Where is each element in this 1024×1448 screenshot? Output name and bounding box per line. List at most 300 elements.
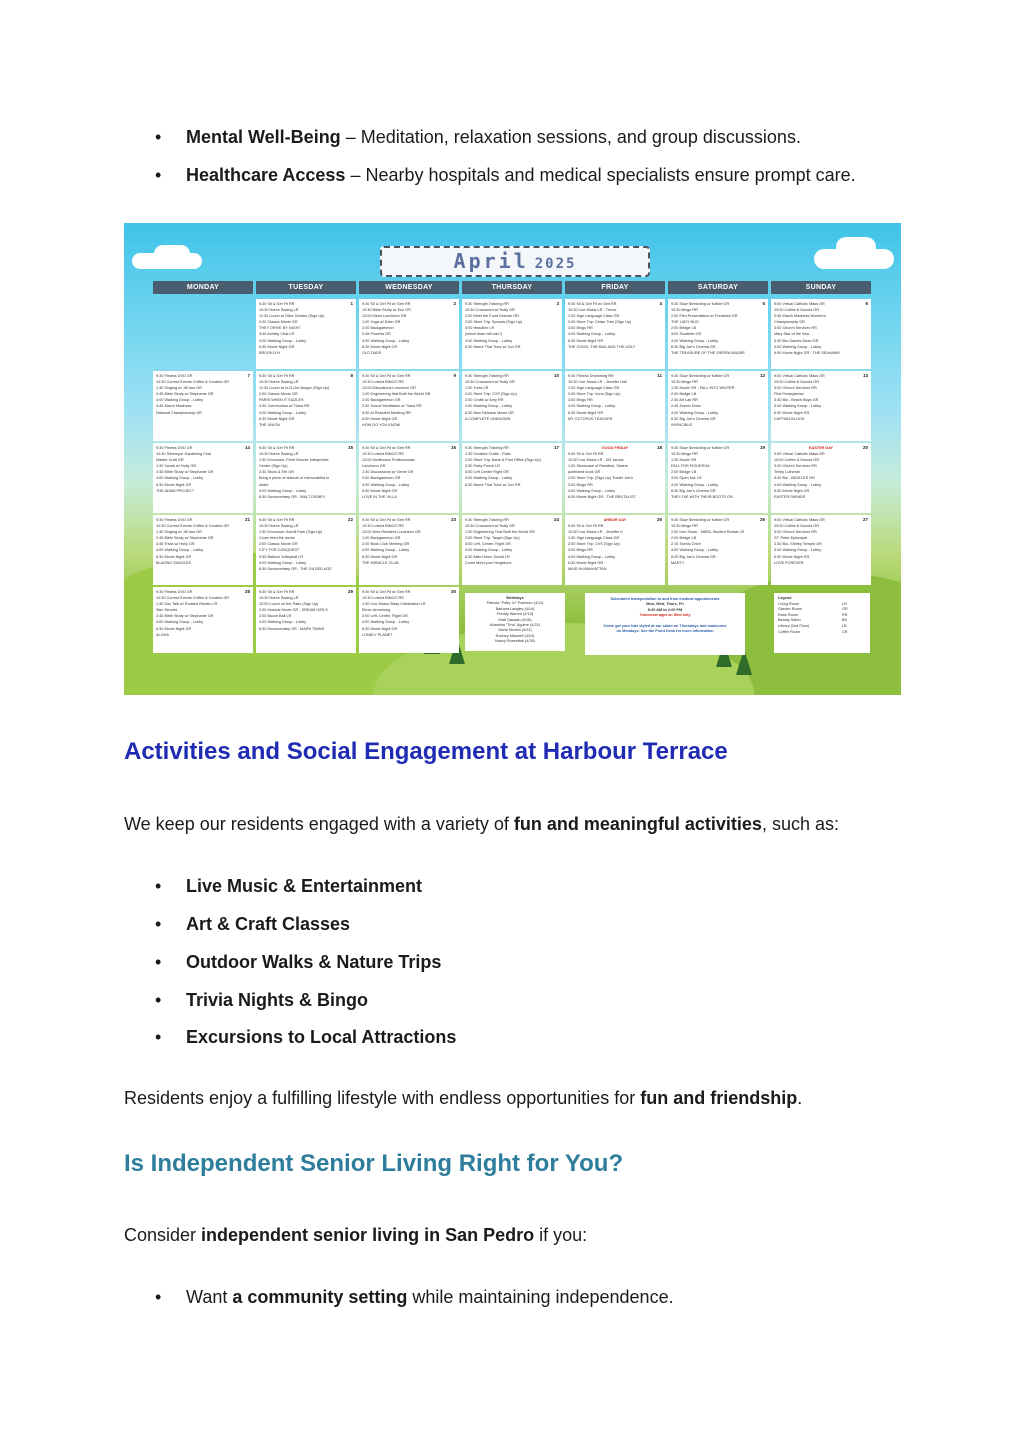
cloud-decoration [836, 237, 876, 257]
event-line: 1:30 Doc Talk w/ Rodded Renato LR [156, 602, 218, 607]
event-line: 3:30 Balloon Volleyball LR [259, 554, 304, 559]
event-line: 6:30 Documentary GR - WALT DISNEY [259, 494, 326, 499]
event-line: 6:30 Movie Night GR - THE SEAHAWK [774, 350, 841, 355]
event-line: 4:00 Walking Group - Lobby [156, 476, 204, 481]
event-line: 3:00 Church Services RR [774, 326, 817, 331]
event-line: 4:00 Walking Group - Lobby [465, 404, 513, 409]
legend-code: LB [842, 623, 847, 628]
list-item-text: – Nearby hospitals and medical specialists ensure prompt care. [345, 165, 856, 185]
event-line: 3:00 Church Services RR [774, 386, 817, 391]
event-line: 3:00 Bingo RR [568, 482, 593, 487]
event-line: 9:30 Sit & Get Fit RR [259, 374, 295, 378]
birthday-entry: Nancy Rosenthal (4/28) [495, 639, 535, 644]
day-number: 27 [862, 517, 868, 522]
legend-place: Coffee Room [778, 629, 801, 634]
event-line: 6:30 Movie Night GR [156, 482, 192, 487]
day-number: 23 [450, 517, 456, 522]
event-line: 3:00 Bingo RR [568, 398, 593, 403]
transport-info-line: 8:30 AM to 2:00 PM [647, 607, 683, 612]
closing-text-end: . [797, 1088, 803, 1108]
event-line: 2:15 Scenic Drive [671, 542, 701, 547]
event-line: FALL FOR FIGUEROA [671, 464, 710, 469]
event-line: 6:30 Movie Night GR [259, 344, 295, 349]
day-number: 13 [862, 373, 868, 378]
event-line: 10:00 Coffee & Donuts GR [774, 458, 820, 463]
event-line: CAPTAIN BLOOD [774, 416, 805, 421]
event-line: Elmer Armstrong [362, 608, 391, 613]
event-line: 10:00 Coffee & Donuts GR [774, 524, 820, 529]
list-item-bold: Live Music & Entertainment [186, 876, 423, 896]
event-line: 9:30 Strength Training RR [465, 302, 509, 306]
birthdays-box [465, 593, 565, 651]
event-line: 4:45 March Madness [156, 404, 192, 409]
event-line: 2:30 Show & Tell GR [259, 470, 294, 475]
event-line: THE GOOD, THE BAD AND THE UGLY [568, 344, 636, 349]
event-line: 3:00 Left Center Right GR [465, 470, 509, 475]
calendar-day-cell [153, 587, 253, 653]
event-line: EASTER PARADE [774, 494, 806, 499]
event-line: 3:30 AI Resident Meeting RR [362, 410, 411, 415]
birthday-entry: Matt Gaudan (4/18) [498, 617, 532, 622]
event-line: 2:45 Bible Study w/ Stephanie GR [156, 614, 214, 619]
calendar-day-cell [668, 299, 768, 369]
calendar-day-cell [256, 587, 356, 653]
event-line: 9:30 Slow Stretching w/ Kathie GR [671, 302, 730, 306]
calendar-day-cell [565, 299, 665, 369]
event-line: Come feed the ducks [259, 536, 295, 541]
day-number: 14 [244, 445, 250, 450]
event-line: 3:00 Bingo RR [568, 326, 593, 331]
closing-text: Residents enjoy a fulfilling lifestyle with endless opportunities for [124, 1088, 641, 1108]
calendar-day-cell [153, 371, 253, 441]
event-line: 10:30 Crossword w/ Holly GR [465, 524, 515, 529]
event-line: 3:00 Bingo RR [568, 548, 593, 553]
event-line: Trinity Lutheran [774, 470, 801, 475]
legend-code: CR [842, 629, 848, 634]
event-line: 10:30 Live Music LR - Jennifer Hall [568, 380, 627, 385]
event-line: 9:30 Sit & Get Fit w/ Geri RR [362, 590, 411, 594]
legend-place: Living Room [778, 601, 800, 606]
event-line: 1:30 Movie GR - FALL INTO WINTER [671, 386, 735, 391]
event-line: 1:30 Engineering that Built the World GR [362, 392, 431, 397]
event-line: 6:30 Movie Night GR [568, 338, 604, 343]
calendar-day-cell [668, 515, 768, 585]
event-line: 9:30 Fitness DVD GR [156, 374, 193, 378]
transport-info-line: on Mondays. See the Front Desk for more information [616, 629, 714, 634]
event-line: 1:30 Excursion: Point Vicente Interpretive [259, 458, 329, 463]
event-line: published book GR [568, 470, 601, 475]
event-line: 2:00 Backgammon GR [362, 398, 401, 403]
legend-code: GR [842, 607, 848, 612]
event-line: 9:30 Sit & Get Fit RR [568, 524, 604, 529]
event-line: 10:30 Bingo RR [671, 308, 698, 313]
calendar-day-cell [668, 371, 768, 441]
calendar-day-cell [256, 515, 356, 585]
event-line: 2:30 Sound Meditation w/ Tiana RR [362, 404, 422, 409]
list-item-text-end: while maintaining independence. [407, 1287, 674, 1307]
event-line: EASTER DAY [808, 446, 834, 450]
event-line: 6:30 Movie Night GR [362, 416, 398, 421]
event-line: 9:30 Fitness Drumming RR [568, 374, 614, 378]
event-line: 6:30 Movie Night GR [362, 626, 398, 631]
calendar-day-cell [668, 443, 768, 513]
calendar-day-cell [565, 371, 665, 441]
calendar-day-cell [359, 371, 459, 441]
event-line: BROOKLYN [259, 350, 280, 355]
event-line: MARTY [671, 560, 685, 565]
event-line: 6:30 Movie Night GR [774, 488, 810, 493]
event-line: 10:30 Crossword w/ Holly GR [465, 308, 515, 313]
event-line: 4:00 Walking Group - Lobby [671, 410, 719, 415]
event-line: 10:30 Horse Racing LR [259, 596, 299, 601]
event-line: 4:00 Walking Group - Lobby [568, 554, 616, 559]
event-line: ARBOR DAY [603, 518, 627, 522]
event-line: First Presbyterian [774, 392, 804, 397]
birthday-entry: Freddy Warren (4/15) [496, 612, 534, 617]
event-line: 9:30 Sit & Get Fit w/ Geri RR [362, 446, 411, 450]
day-number: 15 [347, 445, 353, 450]
day-number: 24 [553, 517, 559, 522]
event-line: MY OCTOPUS TEACHER [568, 416, 613, 421]
event-line: 10:30 Live Music LR - Jennifer K [568, 530, 623, 535]
event-line: 12:00 Lunch on the Patio (Sign Up) [259, 602, 319, 607]
event-line: (which team will win?) [465, 332, 502, 337]
event-line: 2:45 Bible Study w/ Stephanie GR [156, 536, 214, 541]
day-header-friday: FRIDAY [565, 281, 665, 294]
event-line: 3:30 Bio- Shirley Temple GR [774, 542, 822, 547]
calendar-day-cell [359, 443, 459, 513]
day-number: 3 [556, 301, 559, 306]
day-number: 10 [553, 373, 559, 378]
event-line: 4:00 Walking Group - Lobby [465, 476, 513, 481]
list-item-bold: Art & Craft Classes [186, 914, 351, 934]
day-number: 29 [347, 589, 353, 594]
event-line: 6:30 Documentary GR - THE GILDED AGE [259, 566, 332, 571]
legend-code: BS [842, 618, 848, 623]
calendar-day-cell [771, 443, 871, 513]
list-item-bold: Mental Well-Being [186, 127, 341, 147]
event-line: 3:30 Communion w/ Tiana RR [259, 404, 310, 409]
day-number: 21 [244, 517, 250, 522]
event-line: Master Craft GR [156, 458, 184, 463]
event-line: 2:00 Live Music - MMSL Student Recital LR [671, 530, 745, 535]
event-line: 6:30 Name That Tune w/ Jon GR [465, 482, 521, 487]
event-line: 2:00 Bridge LB [671, 536, 697, 541]
event-line: 9:30 Sit & Get Fit w/ Geri RR [568, 302, 617, 306]
calendar-day-cell [565, 443, 665, 513]
event-line: 9:30 Sit & Get Fit RR [568, 452, 604, 457]
event-line: 6:30 Movie Night GR - THE BRUTALIST [568, 494, 636, 499]
event-line: 6:30 Movie Night GR [774, 554, 810, 559]
birthday-entry: Barbara Langley (4/14) [495, 606, 535, 611]
event-line: 9:30 Sit & Get Fit w/ Geri RR [362, 302, 411, 306]
calendar-day-cell [359, 299, 459, 369]
event-line: 3:00 Activity Chat LR [259, 332, 295, 337]
transport-info-box [585, 593, 745, 655]
event-line: 1:30 Sign Language Class GR [568, 314, 620, 319]
event-line: 4:00 Walking Group - Lobby [362, 620, 410, 625]
event-line: 10:30 Current Events Coffee & Cookies GR [156, 524, 230, 529]
event-line: 4:00 Walking Group - Lobby [259, 338, 307, 343]
event-line: 9:30 Sit & Get Fit w/ Geri RR [362, 518, 411, 522]
event-line: 10:30 Bingo RR [671, 380, 698, 385]
day-number: 28 [244, 589, 250, 594]
event-line: 2:00 Crafts w/ Amy RR [465, 398, 504, 403]
event-line: 6:30 Movie Night GR [156, 554, 192, 559]
event-line: 9:30 Slow Stretching w/ Kathie GR [671, 374, 730, 378]
birthdays-title: Birthdays [506, 596, 524, 600]
event-line: 10:30 Horse Racing LR [259, 452, 299, 457]
event-line: THE MIRACLE CLUB [362, 560, 399, 565]
event-line: 2:00 Store Trip: Vons (Sign Up) [568, 392, 621, 397]
legend-place: Rose Room [778, 612, 799, 617]
intro-text: We keep our residents engaged with a variety of [124, 814, 514, 834]
activities-closing [124, 1086, 802, 1110]
event-line: 10:30 Loteria BINGO RR [362, 524, 404, 529]
event-line: 10:30 Live Music LR - Trevor [568, 308, 617, 313]
event-line: Championship GR [774, 320, 806, 325]
event-line: 1:30 Trivia LR [465, 386, 489, 391]
calendar-day-cell [565, 515, 665, 585]
day-header-tuesday: TUESDAY [256, 281, 356, 294]
event-line: THE LADY BUG [671, 320, 699, 325]
day-header-monday: MONDAY [153, 281, 253, 294]
event-line: 1:30 Backgammon GR [362, 536, 401, 541]
event-line: 10:30 Loteria BINGO RR [362, 380, 404, 385]
senior-living-heading: Is Independent Senior Living Right for You? [124, 1150, 624, 1177]
event-line: 3:00 Church Services RR [774, 464, 817, 469]
event-line: 12:00 Healthcare Professionals [362, 458, 415, 463]
event-line: 10:30 Loteria BINGO RR [362, 596, 404, 601]
event-line: 1:30 Excursion: Averill Park (Sign Up) [259, 530, 323, 535]
event-line: 2:00 Bridge LB [671, 392, 697, 397]
event-line: 6:30 After Hours Social LR [465, 554, 510, 559]
event-line: 3:30 Bio - Beach Boys GR [774, 398, 819, 403]
event-line: 1:30 Sign Language Class GR [568, 386, 620, 391]
event-line: 4:00 Walking Group - Lobby [156, 398, 204, 403]
calendar-day-cell [771, 515, 871, 585]
event-line: 10:30 Horse Racing LR [259, 308, 299, 313]
event-line: 10:30 Bingo RR [671, 452, 698, 457]
transport-info-line: Mon, Wed, Thurs, Fri [646, 602, 684, 607]
list-item-bold: Healthcare Access [186, 165, 346, 185]
legend-box [774, 593, 870, 653]
activities-heading: Activities and Social Engagement at Harbour Terrace [124, 738, 728, 765]
event-line: 4:00 Walking Group - Lobby [774, 548, 822, 553]
day-header-wednesday: WEDNESDAY [359, 281, 459, 294]
event-line: 4:00 Walking Group - Lobby [671, 338, 719, 343]
event-line: 9:30 Fitness DVD GR [156, 590, 193, 594]
event-line: 3:00 Scrabble GR [671, 332, 702, 337]
event-line: 10:30 Live Music LR - DD James [568, 458, 624, 463]
day-number: 12 [759, 373, 765, 378]
list-item-bold: a community setting [232, 1287, 408, 1307]
list-item-bold: Excursions to Local Attractions [186, 1027, 457, 1047]
event-line: THEY DRIVE BY NIGHT [259, 326, 301, 331]
event-line: ST. Peter Episcopal [774, 536, 808, 541]
event-line: THEY DIE WITH THEIR BOOTS ON [671, 494, 733, 499]
event-line: 6:30 Movie Night GR [362, 488, 398, 493]
legend-code: LR [842, 601, 847, 606]
event-line: 2:00 Store Trip: (Sign Up) Trader Joe's [568, 476, 633, 481]
calendar-day-cell [462, 299, 562, 369]
day-header-saturday: SATURDAY [668, 281, 768, 294]
event-line: 6:30 Big Joe's Cinema GR [671, 344, 716, 349]
closing-bold: fun and friendship [640, 1088, 798, 1108]
event-line: Luncheon GR [362, 464, 386, 469]
event-line: INVINCIBLE [671, 422, 693, 427]
calendar-day-cell [771, 299, 871, 369]
event-line: 3:00 Headline LR [465, 326, 495, 331]
list-item-bold: Outdoor Walks & Nature Trips [186, 952, 442, 972]
legend-place: Garden Room [778, 607, 802, 612]
event-line: THE ADAM PROJECT [156, 488, 195, 493]
transport-info-line: Scheduled transportation to and from medical appointments [610, 597, 720, 601]
birthday-entry: Adantina "Tina" Aguirre (4/22) [489, 623, 541, 628]
event-line: 9:30 Sit & Get Fit RR [259, 518, 295, 522]
event-line: 2:00 Store Trip: Sprouts (Sign Up) [465, 320, 523, 325]
event-line: 6:30 Movie Night GR [156, 626, 192, 631]
day-number: 18 [656, 445, 662, 450]
event-line: 6:30 Movie Night GR [774, 410, 810, 415]
event-line: 9:30 Sit & Get Fit w/ Geri RR [362, 374, 411, 378]
event-line: 6:30 Movie Night GR [259, 416, 295, 421]
event-line: THE TREASURE OF THE SIERRA MADRE [671, 350, 745, 355]
calendar-day-cell [153, 443, 253, 513]
day-number: 25 [656, 517, 662, 522]
event-line: 4:00 Walking Group - Lobby [568, 488, 616, 493]
event-line: ALOHA [156, 632, 169, 637]
transport-info-line: Come get your hair styled at our salon on Thursdays and manicures [603, 624, 727, 629]
event-line: THE UNION [259, 422, 280, 427]
event-line: 2:00 Bocce Ball LR [259, 614, 292, 619]
event-line: 6:30 Big Joe's Cinema GR [671, 554, 716, 559]
event-line: 4:00 Walking Group - Lobby [774, 344, 822, 349]
event-line: 2:00 Store Trip: CVS (Sign Up) [568, 542, 620, 547]
event-line: 2:00 Musical Movie GR - DREAM GIRLS [259, 608, 328, 613]
intro-text-end: if you: [534, 1225, 588, 1245]
event-line: 4:00 Walking Group - Lobby [259, 488, 307, 493]
event-line: 10:30 Horse Racing LR [259, 524, 299, 529]
event-line: 1:30 Movie GR [671, 458, 697, 463]
event-line: 4:00 Walking Group - Lobby [774, 482, 822, 487]
calendar-day-cell [462, 371, 562, 441]
event-line: 4:00 Walking Group - Lobby [568, 404, 616, 409]
event-line: 10:30 Current Events Coffee & Cookies GR [156, 380, 230, 385]
day-number: 9 [453, 373, 456, 378]
event-line: GOOD FRIDAY [601, 446, 629, 450]
calendar-day-cell [256, 299, 356, 369]
event-line: 6:30 Movie Night GR [362, 554, 398, 559]
day-number: 16 [450, 445, 456, 450]
intro-bold: fun and meaningful activities [513, 814, 762, 834]
day-number: 5 [762, 301, 765, 306]
calendar-title [380, 246, 650, 277]
event-line: 9:30 Slow Stretching w/ Kathie GR [671, 518, 730, 522]
event-line: LOVE IN THE VILLA [362, 494, 397, 499]
day-number: 7 [247, 373, 250, 378]
event-line: 1:30 Discussions w/ Genie GR [362, 470, 414, 475]
event-line: HOW DO YOU KNOW [362, 422, 401, 427]
calendar-day-cell [256, 443, 356, 513]
calendar-day-cell [256, 371, 356, 441]
event-line: 4:00 Walking Group - Lobby [465, 548, 513, 553]
event-line: 10:30 Horse Racing LR [259, 380, 299, 385]
event-line: 4:00 Walking Group - Lobby [156, 620, 204, 625]
event-line: 3:00 Open Mic LR [671, 476, 702, 481]
event-line: National Championship GR [156, 410, 203, 415]
event-line: 10:30 Silverspur Gardening Club [156, 452, 212, 457]
event-line: 10:00 Coffee & Donuts GR [774, 380, 820, 385]
event-line: 1:30 Engineering That Built the World GR [465, 530, 535, 535]
event-line: 6:30 Name That Tune w/ Jon GR [465, 344, 521, 349]
day-number: 1 [350, 301, 353, 306]
event-line: 2:00 Store Trip: CVS (Sign Up) [465, 392, 517, 397]
day-number: 6 [865, 301, 868, 306]
event-line: 9:30 Slow Stretching w/ Kathie GR [671, 446, 730, 450]
event-line: 1:30 Creative Crafts - Patio [465, 452, 511, 457]
legend-row [774, 630, 870, 636]
event-line: PARIS WHEN IT SIZZLES [259, 398, 304, 403]
event-line: 9:30 Sit & Get Fit RR [259, 302, 295, 306]
event-line: 1:30 Showcase of Resident, Sisters [568, 464, 628, 469]
event-line: LONELY PLANET [362, 632, 393, 637]
list-item-bold: Trivia Nights & Bingo [186, 990, 369, 1010]
event-line: 3:00 Left, Center, Right GR [465, 542, 511, 547]
event-line: 10:30 Current Events Coffee & Cookies GR [156, 596, 230, 601]
event-line: 4:00 Walking Group - Lobby [362, 482, 410, 487]
event-line: 4:00 Walking Group - Lobby [259, 560, 307, 565]
event-line: Center (Sign Up) [259, 464, 288, 469]
event-line: 6:30 Movie Night GR [568, 560, 604, 565]
event-line: 4:00 Walking Group - Lobby [671, 482, 719, 487]
event-line: 6:30 Documentary GR - MARK TWAIN [259, 626, 325, 631]
event-line: 2:45 March Madness Women's [774, 314, 827, 319]
day-number: 20 [862, 445, 868, 450]
event-line: 10:00 Coffee & Donuts GR [774, 308, 820, 313]
event-line: BLAZING SADDLES [156, 560, 192, 565]
event-line: 3:30 Bio - BEATLES GR [774, 476, 815, 481]
calendar-day-cell [462, 515, 562, 585]
event-line: 4:00 Walking Group - Lobby [465, 338, 513, 343]
event-line: Skin Secrets [156, 608, 178, 613]
day-number: 2 [453, 301, 456, 306]
day-number: 26 [759, 517, 765, 522]
event-line: 1:30 Vocab w/ Holly GR [156, 464, 197, 469]
calendar-day-cell [771, 371, 871, 441]
event-line: 4:00 Walking Group - Lobby [259, 410, 307, 415]
event-line: 3:00 Church Services RR [774, 530, 817, 535]
event-line: 9:30 Strength Training RR [465, 518, 509, 522]
event-line: 9:30 Strength Training RR [465, 446, 509, 450]
event-line: 2:30 Art Lab RR [671, 398, 699, 403]
event-line: 2:00 Bridge LB [671, 326, 697, 331]
event-line: 1:30 Singing w/ Jill Jaw GR [156, 530, 203, 535]
legend-code: RR [842, 612, 848, 617]
event-line: 2:00 Store Trip: Target (Sign Up) [465, 536, 520, 541]
intro-text-end: , such as: [761, 814, 839, 834]
birthday-entry: Patricia "Patty Jo" Pacheco (4/11) [486, 601, 544, 606]
event-line: A COMPLETE UNKNOWN [465, 416, 511, 421]
event-line: 4:00 Walking Group - Lobby [671, 548, 719, 553]
event-line: 9:30 Strength Training RR [465, 374, 509, 378]
event-line: 9:00 Virtual Catholic Mass GR [774, 374, 825, 378]
event-line: 2:00 Left, Center, Right GR [362, 614, 408, 619]
event-line: 2:00 Backgammon GR [362, 476, 401, 481]
event-line: 6:30 New Release Movie GR [465, 410, 514, 415]
event-line: 1:30 Yoga w/ Eden GR [362, 320, 401, 325]
event-line: 10:30 Bingo RR [671, 524, 698, 529]
